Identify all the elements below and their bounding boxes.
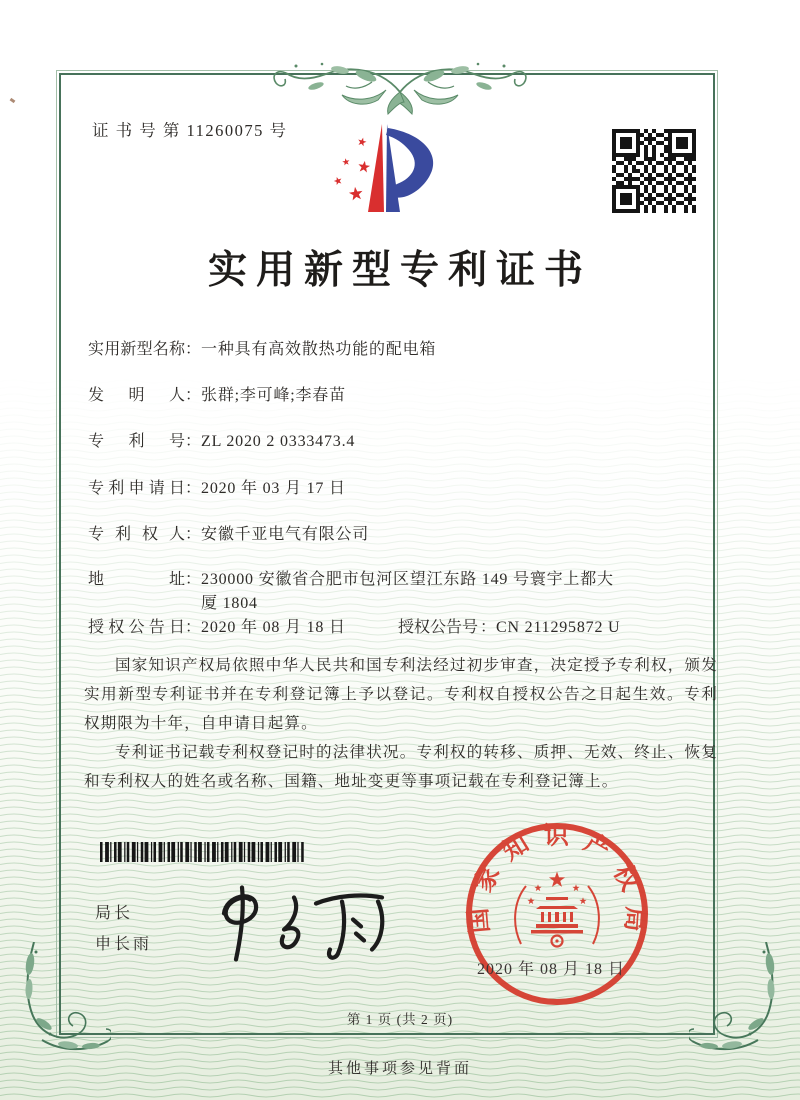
- certificate-number: 证 书 号 第 11260075 号: [92, 121, 288, 140]
- legal-paragraph-2: 专利证书记载专利权登记时的法律状况。专利权的转移、质押、无效、终止、恢复和专利权人的姓名或名称、国籍、地址变更等事项记载在专利登记簿上。: [84, 744, 718, 790]
- barcode: [100, 842, 305, 862]
- field-colon: ：: [185, 480, 202, 497]
- field-colon: ：: [185, 571, 202, 588]
- official-red-seal-icon: [457, 818, 657, 1018]
- field-value: 2020 年 03 月 17 日: [201, 480, 346, 497]
- field-label: 专利号: [88, 433, 185, 450]
- certificate-title: 实用新型专利证书: [207, 249, 592, 292]
- field-value: ZL 2020 2 0333473.4: [201, 433, 356, 450]
- field-row-grant-date: [88, 616, 346, 640]
- field-value: 230000 安徽省合肥市包河区望江东路 149 号寰宇上都大厦 1804: [201, 571, 614, 612]
- field-label: 实用新型名称: [88, 341, 185, 358]
- field-row-name: [88, 338, 436, 362]
- seal-text: 国家知识产权局: [465, 822, 649, 935]
- field-colon: ：: [480, 619, 497, 636]
- bottom-right-corner-flourish-icon: [689, 942, 784, 1057]
- field-colon: ：: [185, 526, 202, 543]
- field-colon: ：: [185, 341, 202, 358]
- field-row-grant-number: [398, 616, 620, 640]
- signer-name: 申长雨: [95, 936, 153, 953]
- field-label: 发明人: [88, 387, 185, 404]
- cnipa-logo-icon: [328, 112, 478, 217]
- field-label: 地址: [88, 571, 185, 588]
- back-side-note: 其他事项参见背面: [327, 1061, 472, 1077]
- field-value: 张群;李可峰;李春苗: [201, 387, 346, 404]
- signer-title: 局长: [95, 905, 134, 922]
- field-label: 专利申请日: [88, 480, 185, 497]
- field-label: 授权公告日: [88, 619, 185, 636]
- field-label: 授权公告号: [398, 619, 479, 636]
- legal-paragraph-1: 国家知识产权局依照中华人民共和国专利法经过初步审查，决定授予专利权，颁发实用新型专利证书并在专利登记簿上予以登记。专利权自授权公告之日起生效。专利权期限为十年，自申请日起算。: [84, 657, 718, 732]
- seal-date: 2020 年 08 月 18 日: [477, 961, 626, 978]
- field-row-patent-number: [88, 430, 355, 454]
- field-row-inventors: [88, 384, 346, 408]
- field-value: 一种具有高效散热功能的配电箱: [201, 341, 437, 358]
- field-value: 安徽千亚电气有限公司: [201, 526, 370, 543]
- field-label: 专利权人: [88, 526, 185, 543]
- field-row-address: [88, 568, 616, 616]
- field-value: 2020 年 08 月 18 日: [201, 619, 346, 636]
- qr-code: [610, 127, 698, 215]
- field-value: CN 211295872 U: [496, 619, 621, 636]
- field-colon: ：: [185, 387, 202, 404]
- field-row-patentee: [88, 523, 369, 547]
- bottom-left-corner-flourish-icon: [16, 942, 111, 1057]
- page-indicator: 第 1 页 (共 2 页): [346, 1012, 454, 1027]
- field-colon: ：: [185, 433, 202, 450]
- field-row-filing-date: [88, 477, 346, 501]
- field-colon: ：: [185, 619, 202, 636]
- handwritten-signature-icon: [196, 878, 406, 966]
- legal-text-block: [84, 651, 718, 796]
